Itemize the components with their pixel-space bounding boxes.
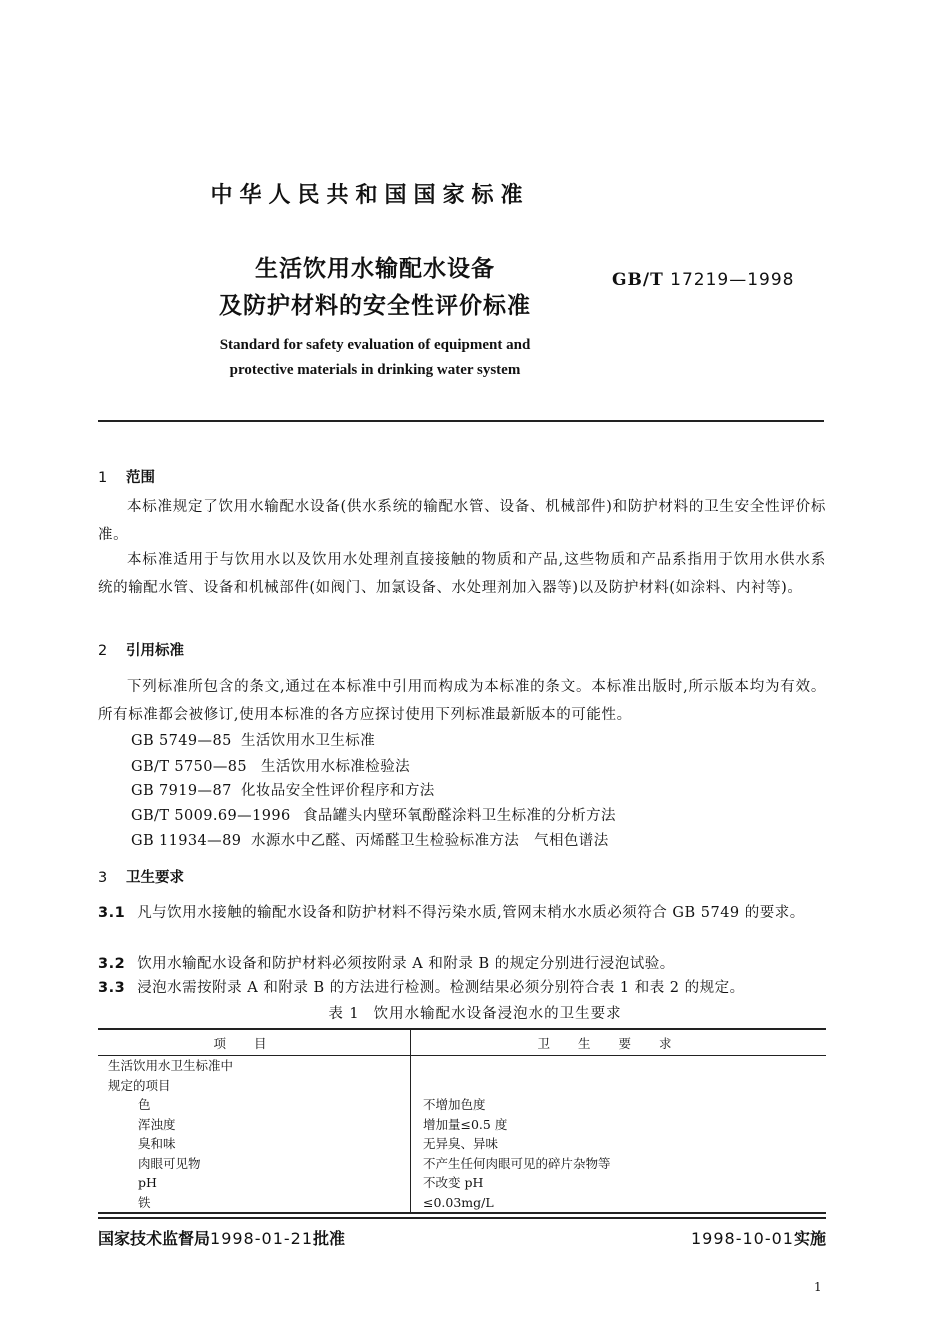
reference-code: GB/T 5750—85 — [131, 759, 248, 775]
section2-number: 2 — [98, 643, 108, 659]
table1 — [98, 1028, 826, 1214]
reference-title: 化妆品安全性评价程序和方法 — [241, 783, 435, 799]
section1-number: 1 — [98, 470, 108, 486]
table-cell-item: 色 — [98, 1095, 411, 1115]
table-row — [98, 1173, 826, 1193]
footer-divider — [98, 1217, 826, 1219]
effective-statement — [691, 1226, 826, 1249]
section1-heading — [98, 466, 155, 487]
table-row — [98, 1154, 826, 1174]
clause-3-2 — [98, 952, 826, 977]
standard-number — [612, 270, 795, 290]
title-en-line2: protective materials in drinking water system — [229, 362, 521, 378]
clause-number: 3.1 — [98, 905, 126, 921]
reference-code: GB 5749—85 — [131, 733, 232, 749]
title-en-line1: Standard for safety evaluation of equipment and — [219, 337, 531, 353]
table-cell-requirement: 不改变 pH — [423, 1175, 484, 1190]
reference-title: 食品罐头内壁环氧酚醛涂料卫生标准的分析方法 — [303, 808, 616, 824]
table-cell-requirement — [411, 1076, 827, 1096]
section2-heading — [98, 639, 184, 660]
table-cell-item: 肉眼可见物 — [98, 1154, 411, 1174]
effective-label: 实施 — [793, 1229, 826, 1248]
issuer-name: 国家技术监督局 — [98, 1229, 211, 1248]
section3-title: 卫生要求 — [126, 870, 184, 886]
section2-paragraph1: 下列标准所包含的条文,通过在本标准中引用而构成为本标准的条文。本标准出版时,所示版本均为有效。所有标准都会被修订,使用本标准的各方应探讨使用下列标准最新版本的可能性。 — [98, 679, 826, 723]
reference-item — [131, 829, 609, 850]
column-header-item: 项目 — [98, 1029, 411, 1056]
national-standard-label: 中华人民共和国国家标准 — [210, 183, 530, 208]
issue-date: 1998-01-21 — [210, 1229, 313, 1248]
reference-code: GB/T 5009.69—1996 — [131, 808, 291, 824]
section3-heading — [98, 866, 184, 887]
reference-item — [131, 779, 435, 800]
table1-title: 饮用水输配水设备浸泡水的卫生要求 — [373, 1006, 622, 1022]
clause-text: 凡与饮用水接触的输配水设备和防护材料不得污染水质,管网末梢水水质必须符合 GB 5749 的要求。 — [137, 905, 805, 921]
issue-statement — [98, 1226, 345, 1249]
reference-item — [131, 729, 375, 750]
clause-text: 饮用水输配水设备和防护材料必须按附录 A 和附录 B 的规定分别进行浸泡试验。 — [137, 956, 675, 972]
section1-title: 范围 — [126, 470, 155, 486]
section1-paragraph1: 本标准规定了饮用水输配水设备(供水系统的输配水管、设备、机械部件)和防护材料的卫生安全性评价标准。 — [98, 499, 826, 543]
table-cell-requirement: 无异臭、异味 — [423, 1136, 499, 1151]
clause-text: 浸泡水需按附录 A 和附录 B 的方法进行检测。检测结果必须分别符合表 1 和表 2 的规定。 — [137, 980, 745, 996]
table-row — [98, 1056, 826, 1076]
table-row — [98, 1095, 826, 1115]
table-cell-requirement: 不增加色度 — [423, 1097, 486, 1112]
table-row — [98, 1115, 826, 1135]
page-number: 1 — [814, 1280, 822, 1294]
issue-label: 批准 — [313, 1229, 346, 1248]
table-row — [98, 1193, 826, 1214]
clause-number: 3.3 — [98, 980, 126, 996]
table-cell-item: 生活饮用水卫生标准中 — [98, 1056, 411, 1076]
effective-date: 1998-10-01 — [691, 1229, 794, 1248]
clause-3-1 — [98, 901, 826, 926]
table-header-row — [98, 1029, 826, 1056]
section2-title: 引用标准 — [126, 643, 184, 659]
reference-item — [131, 755, 410, 776]
header-divider — [98, 420, 824, 422]
reference-code: GB 11934—89 — [131, 833, 242, 849]
table1-caption — [0, 1002, 950, 1023]
table-cell-item: 臭和味 — [98, 1134, 411, 1154]
standard-prefix: GB/T — [612, 270, 664, 290]
title-cn-line1: 生活饮用水输配水设备 — [255, 256, 495, 282]
table-row — [98, 1134, 826, 1154]
table1-label: 表 1 — [328, 1006, 360, 1022]
table-cell-requirement: 不产生任何肉眼可见的碎片杂物等 — [423, 1155, 611, 1171]
reference-item — [131, 804, 616, 825]
table-cell-item: 规定的项目 — [98, 1076, 411, 1096]
reference-title: 生活饮用水标准检验法 — [261, 759, 410, 775]
table-row — [98, 1076, 826, 1096]
clause-3-3 — [98, 976, 826, 1001]
standard-code: 17219—1998 — [670, 270, 795, 290]
clause-number: 3.2 — [98, 956, 126, 972]
reference-title: 水源水中乙醛、丙烯醛卫生检验标准方法 气相色谱法 — [251, 833, 609, 849]
reference-title: 生活饮用水卫生标准 — [241, 733, 376, 749]
table-cell-item: 浑浊度 — [98, 1115, 411, 1135]
title-cn-line2: 及防护材料的安全性评价标准 — [219, 293, 531, 319]
section1-paragraph2: 本标准适用于与饮用水以及饮用水处理剂直接接触的物质和产品,这些物质和产品系指用于饮用水供水系统的输配水管、设备和机械部件(如阀门、加氯设备、水处理剂加入器等)以及防护材料(如涂料、内衬等)。 — [98, 552, 826, 596]
reference-code: GB 7919—87 — [131, 783, 232, 799]
table-cell-requirement: 增加量≤0.5 度 — [423, 1116, 508, 1132]
table-cell-requirement: ≤0.03mg/L — [423, 1194, 494, 1210]
table-cell-item: 铁 — [98, 1193, 411, 1214]
column-header-requirement: 卫生要求 — [411, 1029, 827, 1056]
table-cell-requirement — [411, 1056, 827, 1076]
table-cell-item: pH — [98, 1173, 411, 1193]
section3-number: 3 — [98, 870, 108, 886]
